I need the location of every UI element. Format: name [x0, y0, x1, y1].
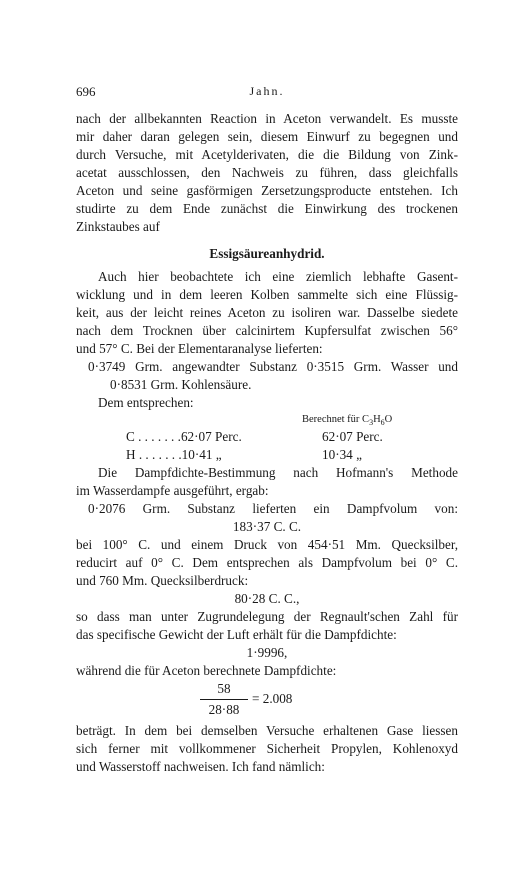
text-line: sich ferner mit vollkommener Sicherheit Propylen, Kohlenoxyd	[76, 741, 458, 756]
fraction-bar	[200, 699, 248, 700]
text-line: mir daher daran gelegen sein, diesem Einwurf zu begegnen und	[76, 129, 458, 144]
density-fraction	[76, 680, 458, 722]
fraction-result: = 2.008	[252, 691, 293, 706]
text-line: beträgt. In dem bei demselben Versuche erhaltenen Gase liessen	[76, 723, 458, 738]
text-line: keit, aus der leicht reines Aceton zu isoliren war. Dasselbe siedete	[76, 305, 458, 320]
section-heading: Essigsäureanhydrid.	[209, 246, 325, 261]
found-value: C . . . . . . .62·07 Perc.	[126, 429, 242, 444]
text-line: Die Dampfdichte-Bestimmung nach Hofmann's Methode	[98, 465, 458, 480]
fraction-denominator: 28·88	[208, 702, 240, 717]
result-row-hydrogen	[76, 446, 458, 464]
page-number: 696	[76, 84, 96, 99]
text-line: durch Versuche, mit Acetylderivaten, die die Bildung von Zink-	[76, 147, 458, 162]
density-value: 1·9996,	[246, 645, 288, 660]
text-line: das specifische Gewicht der Luft erhält für die Dampfdichte:	[76, 627, 397, 642]
analysis-line: 0·8531 Grm. Kohlensäure.	[110, 377, 252, 392]
text-line: und 57° C. Bei der Elementaranalyse lieferten:	[76, 341, 323, 356]
paragraph-2	[76, 268, 458, 358]
text-line: reducirt auf 0° C. Dem entsprechen als Dampfvolum bei 0° C.	[76, 555, 458, 570]
paragraph-1	[76, 110, 458, 236]
found-value: H . . . . . . .10·41 „	[126, 447, 222, 462]
calculated-header: Berechnet für $C_3H_6O$	[302, 414, 393, 428]
volume-value-2: 80·28 C. C.,	[234, 591, 300, 606]
text-line: bei 100° C. und einem Druck von 454·51 Mm. Quecksilber,	[76, 537, 458, 552]
text-line: und Wasserstoff nachweisen. Ich fand nämlich:	[76, 759, 325, 774]
text-line: studirte zu dem Ende zunächst die Einwirkung des trockenen	[76, 201, 458, 216]
text-line: Zinkstaubes auf	[76, 219, 160, 234]
text-line: während die für Aceton berechnete Dampfdichte:	[76, 663, 337, 678]
text-line: nach der allbekannten Reaction in Aceton verwandelt. Es musste	[76, 111, 458, 126]
text-line: so dass man unter Zugrundelegung der Regnault'schen Zahl für	[76, 609, 458, 624]
dem-entsprechen: Dem entsprechen:	[98, 395, 194, 410]
running-head: Jahn.	[249, 84, 285, 98]
calculated-value: 62·07 Perc.	[322, 429, 383, 444]
text-line: Auch hier beobachtete ich eine ziemlich lebhafte Gasent-	[98, 269, 458, 284]
text-line: und 760 Mm. Quecksilberdruck:	[76, 573, 249, 588]
text-line: Aceton und seine gasförmigen Zersetzungsproducte entstehen. Ich	[76, 183, 458, 198]
analysis-line: 0·3749 Grm. angewandter Substanz 0·3515 Grm. Wasser und	[88, 359, 458, 374]
text-line: acetat ausschlossen, den Nachweis zu führen, dass gleichfalls	[76, 165, 458, 180]
result-row-carbon	[76, 428, 458, 446]
text-line: nach dem Trocknen über calcinirtem Kupfersulfat zwischen 56°	[76, 323, 458, 338]
fraction-numerator: 58	[217, 681, 231, 696]
page-header	[76, 84, 458, 110]
document-page	[76, 84, 458, 776]
text-line: wicklung und in dem leeren Kolben sammelte sich eine Flüssig-	[76, 287, 458, 302]
text-line: im Wasserdampfe ausgeführt, ergab:	[76, 483, 269, 498]
volume-value-1: 183·37 C. C.	[232, 519, 302, 534]
calculated-value: 10·34 „	[322, 447, 362, 462]
substance-line: 0·2076 Grm. Substanz lieferten ein Dampfvolum von:	[88, 501, 458, 516]
